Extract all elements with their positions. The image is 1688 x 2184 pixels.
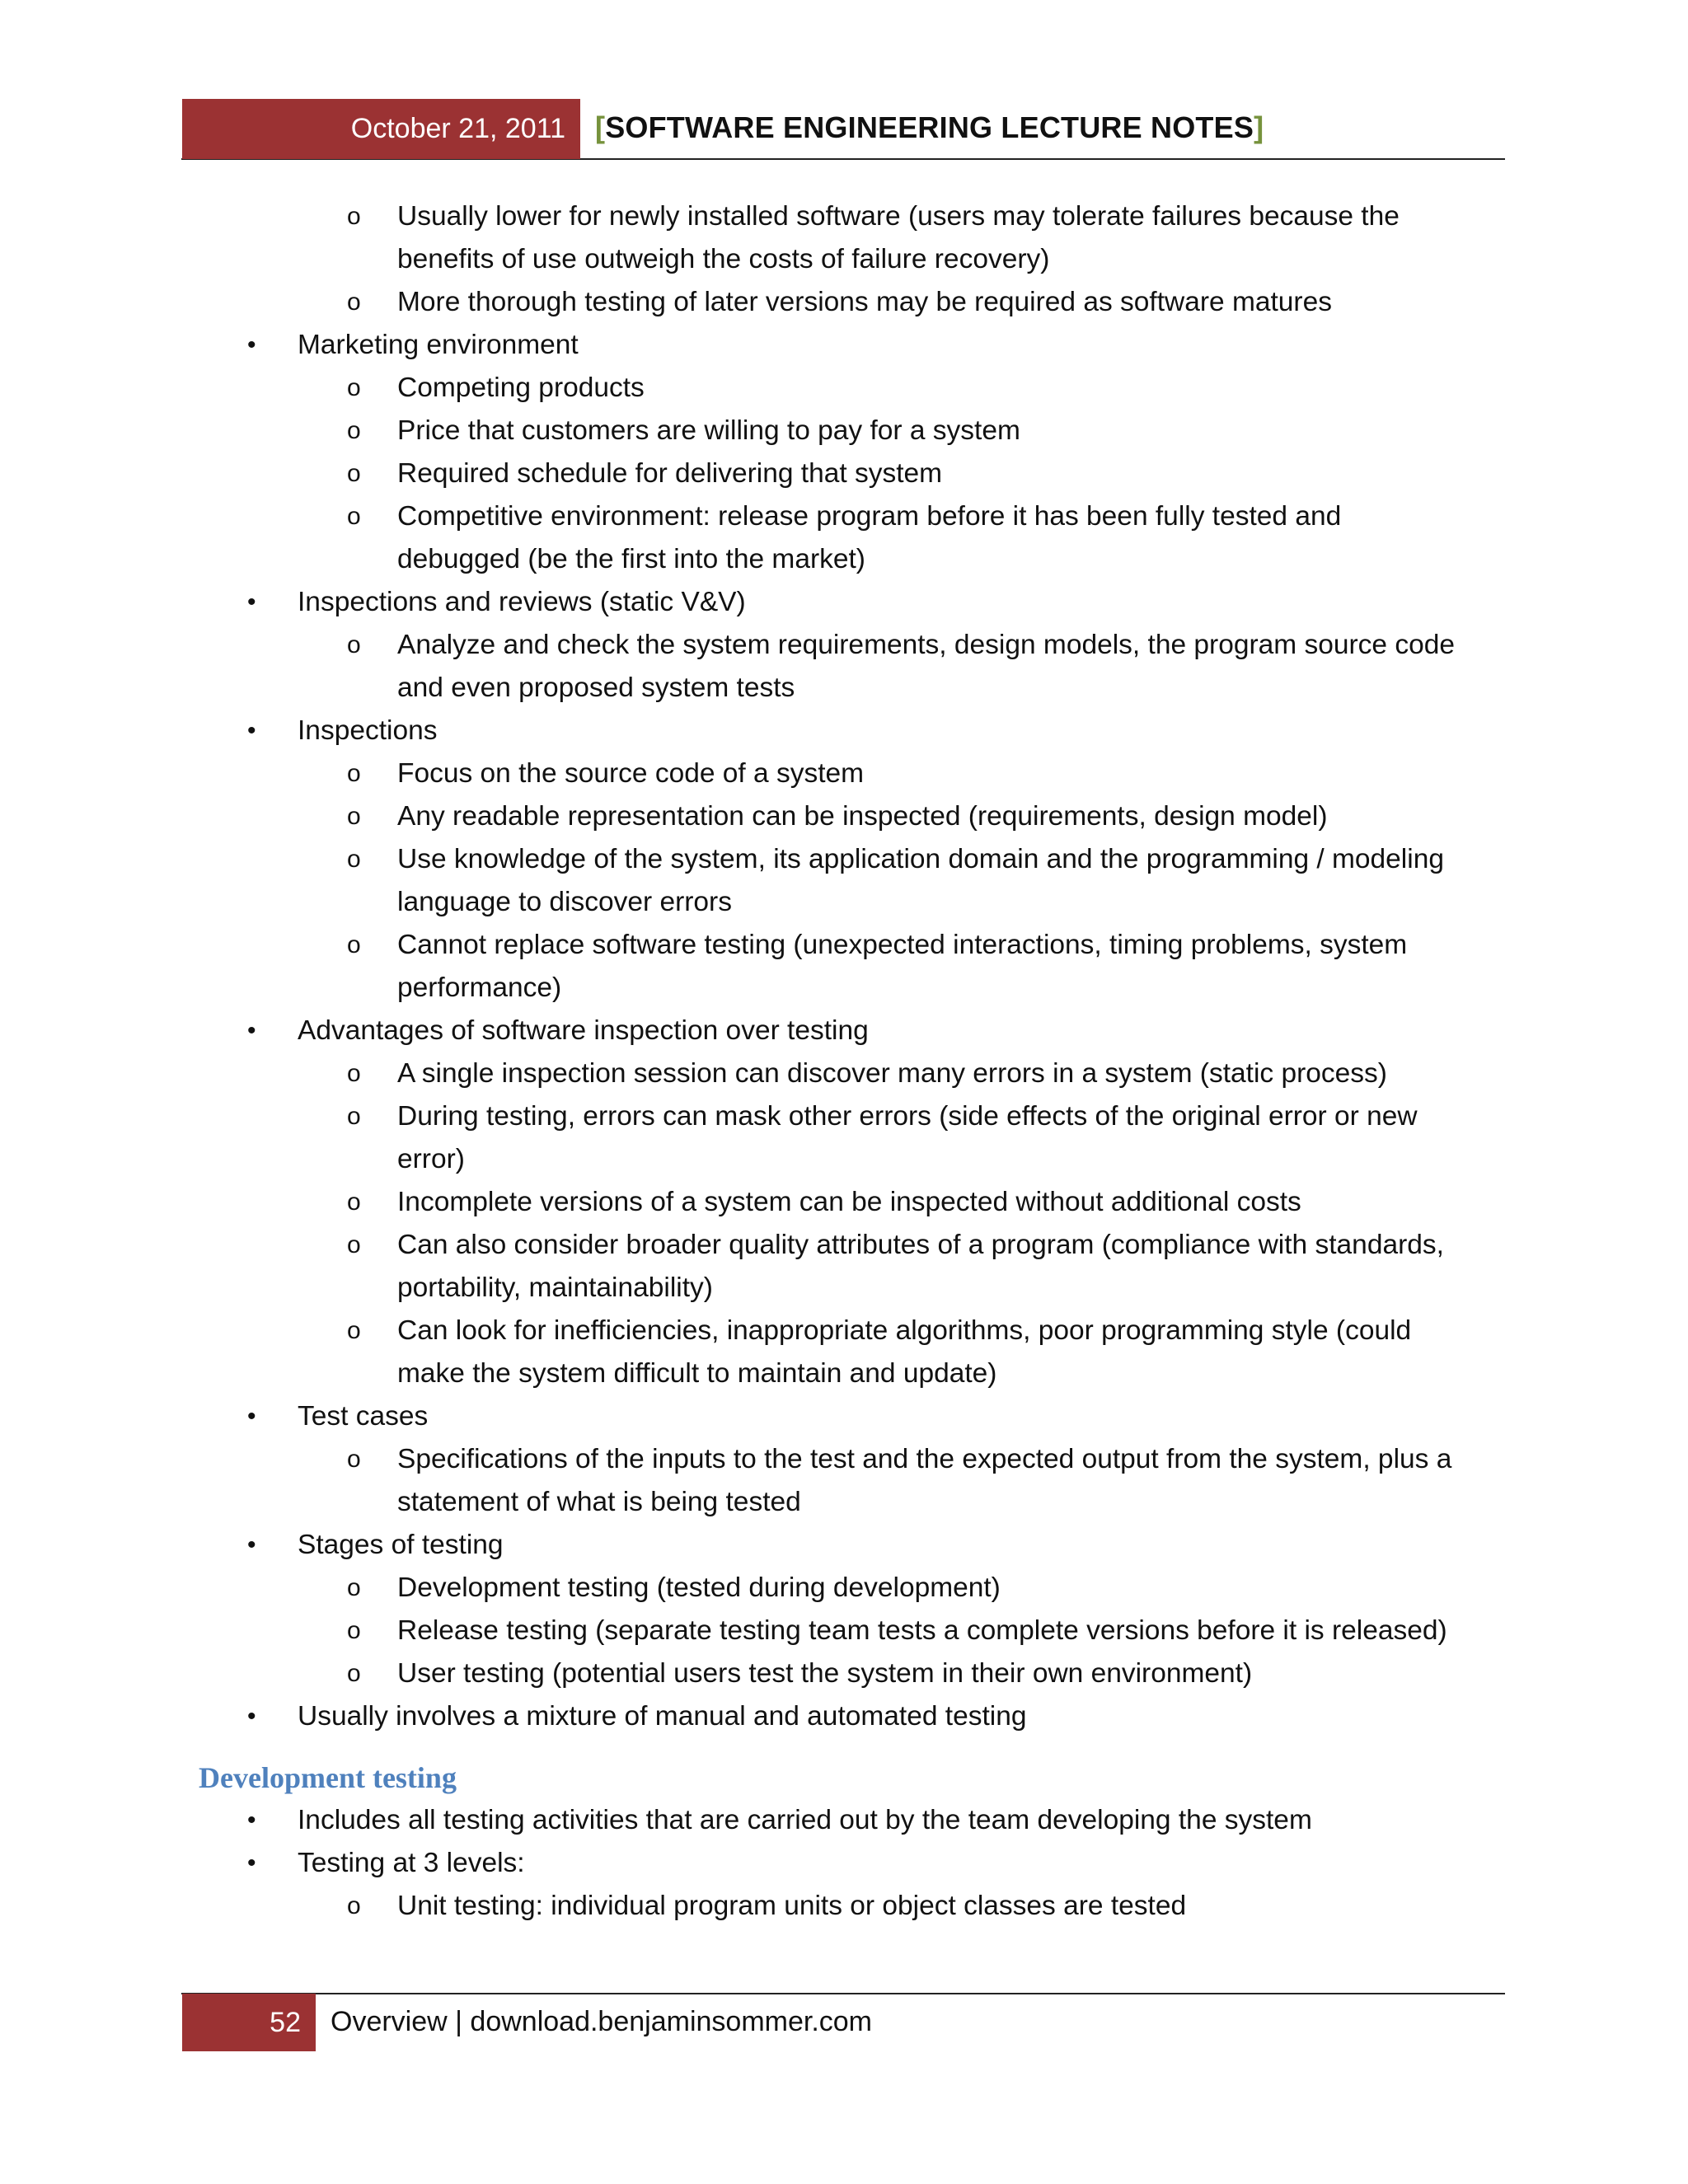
list-item-text: Stages of testing (298, 1530, 504, 1560)
list-item (0, 581, 1688, 624)
list-item (0, 1438, 1688, 1481)
header-title-close-bracket: ] (1254, 110, 1264, 144)
list-item (0, 1610, 1688, 1652)
list-item (0, 1524, 1688, 1567)
list-item-text: Use knowledge of the system, its application domain and the programming / modeling (397, 844, 1444, 874)
list-item-continuation (0, 1267, 1688, 1310)
list-item-text: Can look for inefficiencies, inappropriate algorithms, poor programming style (could (397, 1315, 1412, 1346)
sub-bullet-icon: o (347, 503, 361, 530)
list-item (0, 281, 1688, 324)
list-item-continuation (0, 881, 1688, 924)
sub-bullet-icon: o (347, 1188, 361, 1216)
list-item-text: Testing at 3 levels: (298, 1848, 525, 1878)
list-item-text: Can also consider broader quality attributes of a program (compliance with standards, (397, 1230, 1444, 1260)
sub-bullet-icon: o (347, 760, 361, 787)
sub-bullet-icon: o (347, 1660, 361, 1687)
list-item-continuation (0, 1481, 1688, 1524)
list-item-text: Marketing environment (298, 330, 579, 360)
list-item (0, 324, 1688, 367)
list-item (0, 1395, 1688, 1438)
sub-bullet-icon: o (347, 931, 361, 958)
list-item (0, 367, 1688, 410)
list-item-text: More thorough testing of later versions may be required as software matures (397, 287, 1332, 317)
section-heading (0, 1738, 1688, 1799)
footer-rule (181, 1993, 1505, 1994)
list-item-text: Price that customers are willing to pay for a system (397, 415, 1020, 446)
list-item (0, 1799, 1688, 1842)
list-item (0, 495, 1688, 538)
bullet-icon: • (247, 331, 256, 359)
header-title-open-bracket: [ (595, 110, 606, 144)
footer-text: Overview | download.benjaminsommer.com (331, 2006, 872, 2037)
list-item-text: performance) (397, 972, 562, 1003)
list-item (0, 1181, 1688, 1224)
header-date-block (182, 99, 580, 159)
list-item (0, 795, 1688, 838)
list-item-continuation (0, 667, 1688, 710)
bullet-icon: • (247, 588, 256, 616)
list-item-text: and even proposed system tests (397, 673, 795, 703)
sub-bullet-icon: o (347, 374, 361, 401)
list-item (0, 1310, 1688, 1352)
list-item-text: Any readable representation can be inspected (requirements, design model) (397, 801, 1328, 832)
list-item-text: Unit testing: individual program units or object classes are tested (397, 1891, 1187, 1921)
sub-bullet-icon: o (347, 1574, 361, 1601)
sub-bullet-icon: o (347, 631, 361, 658)
list-item (0, 452, 1688, 495)
list-item-continuation (0, 538, 1688, 581)
list-item (0, 410, 1688, 452)
header-date: October 21, 2011 (350, 113, 565, 144)
list-item-text: Usually involves a mixture of manual and automated testing (298, 1701, 1027, 1732)
list-item (0, 710, 1688, 752)
list-item-text: A single inspection session can discover many errors in a system (static process) (397, 1058, 1387, 1089)
list-item-text: During testing, errors can mask other errors (side effects of the original error or new (397, 1101, 1418, 1132)
sub-bullet-icon: o (347, 1446, 361, 1473)
list-item-text: Cannot replace software testing (unexpected interactions, timing problems, system (397, 930, 1408, 960)
document-body (0, 195, 1688, 1928)
list-item-text: language to discover errors (397, 887, 732, 917)
list-item (0, 195, 1688, 238)
bullet-icon: • (247, 1403, 256, 1430)
sub-bullet-icon: o (347, 203, 361, 230)
list-item (0, 1842, 1688, 1885)
bullet-icon: • (247, 1703, 256, 1730)
header-title (595, 110, 1264, 145)
list-item-continuation (0, 967, 1688, 1010)
list-item (0, 1010, 1688, 1052)
list-item (0, 1652, 1688, 1695)
list-item-text: benefits of use outweigh the costs of failure recovery) (397, 244, 1050, 274)
list-item-text: Focus on the source code of a system (397, 758, 865, 789)
list-item-continuation (0, 1138, 1688, 1181)
list-item (0, 924, 1688, 967)
list-item-text: Analyze and check the system requirements, design models, the program source code (397, 630, 1455, 660)
list-item-text: Incomplete versions of a system can be inspected without additional costs (397, 1187, 1301, 1217)
sub-bullet-icon: o (347, 1060, 361, 1087)
list-item (0, 1885, 1688, 1928)
list-item-text: portability, maintainability) (397, 1272, 713, 1303)
list-item (0, 1052, 1688, 1095)
list-item (0, 752, 1688, 795)
list-item-text: debugged (be the first into the market) (397, 544, 865, 574)
list-item-text: User testing (potential users test the system in their own environment) (397, 1658, 1253, 1689)
bullet-icon: • (247, 1807, 256, 1834)
sub-bullet-icon: o (347, 1617, 361, 1644)
list-item (0, 838, 1688, 881)
sub-bullet-icon: o (347, 288, 361, 316)
sub-bullet-icon: o (347, 1892, 361, 1919)
section-heading-text: Development testing (199, 1761, 457, 1794)
bullet-icon: • (247, 1531, 256, 1558)
list-item-text: Competitive environment: release program before it has been fully tested and (397, 501, 1342, 532)
list-item (0, 624, 1688, 667)
list-item-text: Inspections and reviews (static V&V) (298, 587, 746, 617)
footer-page-block (182, 1994, 316, 2051)
header-title-text: SOFTWARE ENGINEERING LECTURE NOTES (605, 110, 1254, 144)
list-item-text: Required schedule for delivering that system (397, 458, 943, 489)
list-item-text: Advantages of software inspection over testing (298, 1015, 869, 1046)
list-item-text: Includes all testing activities that are carried out by the team developing the system (298, 1805, 1312, 1835)
list-item-text: Specifications of the inputs to the test and the expected output from the system, plus a (397, 1444, 1452, 1474)
list-item-continuation (0, 238, 1688, 281)
sub-bullet-icon: o (347, 1103, 361, 1130)
sub-bullet-icon: o (347, 846, 361, 873)
list-item-text: Test cases (298, 1401, 429, 1432)
list-item (0, 1567, 1688, 1610)
sub-bullet-icon: o (347, 460, 361, 487)
list-item-text: error) (397, 1144, 465, 1174)
sub-bullet-icon: o (347, 417, 361, 444)
list-item (0, 1695, 1688, 1738)
list-item-continuation (0, 1352, 1688, 1395)
list-item-text: statement of what is being tested (397, 1487, 801, 1517)
list-item-text: make the system difficult to maintain and update) (397, 1358, 997, 1389)
list-item (0, 1095, 1688, 1138)
list-item-text: Usually lower for newly installed software (users may tolerate failures because the (397, 201, 1400, 232)
list-item-text: Competing products (397, 373, 645, 403)
bullet-icon: • (247, 1017, 256, 1044)
bullet-icon: • (247, 1849, 256, 1877)
sub-bullet-icon: o (347, 803, 361, 830)
list-item-text: Release testing (separate testing team tests a complete versions before it is released) (397, 1615, 1447, 1646)
bullet-icon: • (247, 717, 256, 744)
list-item-text: Development testing (tested during development) (397, 1572, 1001, 1603)
page-number: 52 (270, 2006, 301, 2038)
list-item (0, 1224, 1688, 1267)
sub-bullet-icon: o (347, 1317, 361, 1344)
list-item-text: Inspections (298, 715, 438, 746)
sub-bullet-icon: o (347, 1231, 361, 1258)
